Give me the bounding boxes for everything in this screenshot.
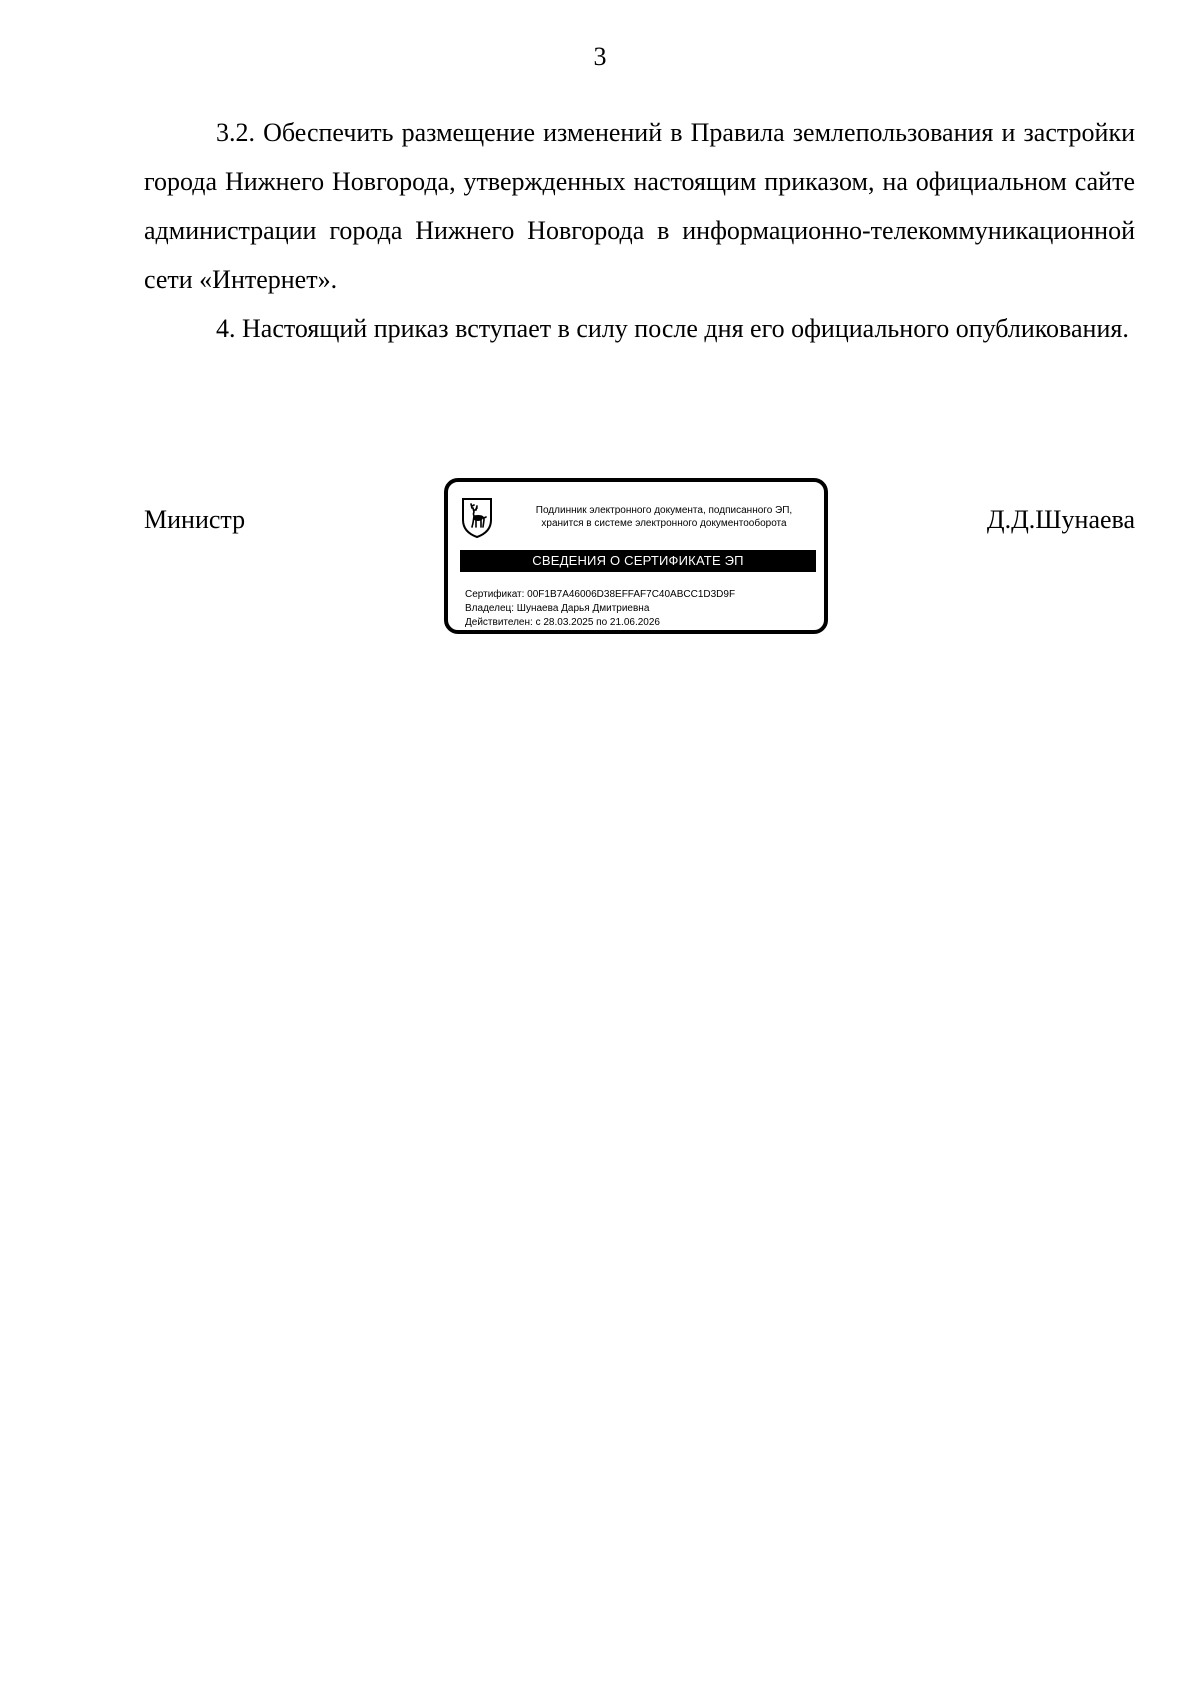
signatory-title: Министр (144, 505, 246, 534)
stamp-banner: СВЕДЕНИЯ О СЕРТИФИКАТЕ ЭП (460, 550, 816, 572)
certificate-details (465, 588, 735, 630)
page-number: 3 (593, 42, 607, 71)
coat-of-arms-deer-icon (460, 496, 494, 540)
paragraph-4: 4. Настоящий приказ вступает в силу после дня его официального опубликования. (216, 314, 1129, 343)
signatory-name: Д.Д.Шунаева (986, 505, 1135, 534)
stamp-notice (510, 504, 818, 530)
document-body (144, 108, 1135, 353)
certificate-owner: Владелец: Шунаева Дарья Дмитриевна (465, 603, 650, 614)
paragraph-3-2: 3.2. Обеспечить размещение изменений в Правила землепользования и застройки города Нижнего Новгорода, утвержденных настоящим приказом, на официальном сайте администрации города Нижнего Новгорода в информационно-телекоммуникационной сети «Интернет». (144, 118, 1135, 294)
stamp-notice-line-1: Подлинник электронного документа, подписанного ЭП, (535, 505, 793, 516)
stamp-notice-line-2: хранится в системе электронного документооборота (541, 518, 787, 529)
certificate-validity: Действителен: с 28.03.2025 по 21.06.2026 (465, 617, 660, 628)
electronic-signature-stamp (444, 478, 828, 634)
certificate-number: Сертификат: 00F1B7A46006D38EFFAF7C40ABCC1D3D9F (465, 589, 736, 600)
